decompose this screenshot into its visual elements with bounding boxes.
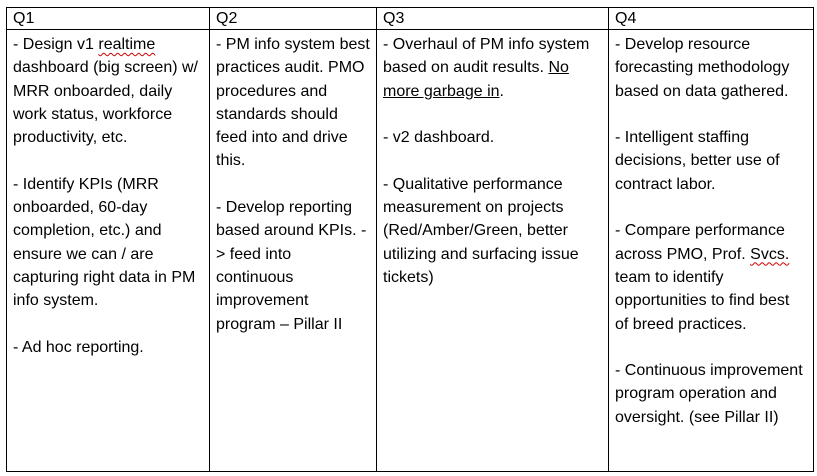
q3-item-1 (383, 33, 602, 103)
q1-cell (7, 30, 210, 472)
q3-item-2: - v2 dashboard. (383, 129, 495, 147)
header-q2: Q2 (210, 8, 377, 30)
q1-item-1 (13, 33, 203, 149)
q2-cell (210, 30, 377, 472)
q2-item-2: - Develop reporting based around KPIs. -> feed into continuous improvement program – Pillar II (216, 199, 367, 333)
q4-item-2: - Intelligent staffing decisions, better use of contract labor. (615, 129, 780, 193)
q4-item-3-pre: - Compare performance across PMO, Prof. (615, 222, 785, 263)
content-row (7, 30, 814, 472)
q3-item-1-pre: - Overhaul of PM info system based on audit results. (383, 36, 590, 77)
header-row (7, 8, 814, 30)
q4-cell (609, 30, 814, 472)
roadmap-table (6, 7, 814, 472)
q1-item-1-pre: - Design v1 (13, 36, 99, 53)
q1-item-1-post: dashboard (big screen) w/ MRR onboarded, daily work status, workforce productivity, etc. (13, 59, 198, 147)
q4-item-3-post: team to identify opportunities to find best of breed practices. (615, 268, 790, 333)
q3-item-3: - Qualitative performance measurement on projects (Red/Amber/Green, better utilizing and surfacing issue tickets) (383, 175, 579, 286)
q2-item-1: - PM info system best practices audit. PMO procedures and standards should feed into and drive this. (216, 36, 370, 170)
q4-item-4: - Continuous improvement program operation and oversight. (see Pillar II) (615, 362, 803, 426)
header-q1: Q1 (7, 8, 210, 30)
q3-cell (377, 30, 609, 472)
spelling-flag-realtime: realtime (98, 36, 156, 53)
q3-item-1-post: . (499, 82, 504, 100)
spelling-flag-svcs: Svcs. (750, 245, 790, 263)
header-q3: Q3 (377, 8, 609, 30)
q4-item-1: - Develop resource forecasting methodology based on data gathered. (615, 36, 790, 100)
q1-item-3: - Ad hoc reporting. (13, 338, 144, 356)
header-q4: Q4 (609, 8, 814, 30)
q4-item-3 (615, 219, 807, 335)
q3-item-1-underlined: No more garbage in (383, 59, 569, 100)
q1-item-2: - Identify KPIs (MRR onboarded, 60-day completion, etc.) and ensure we can / are capturing right data in PM info system. (13, 175, 196, 310)
